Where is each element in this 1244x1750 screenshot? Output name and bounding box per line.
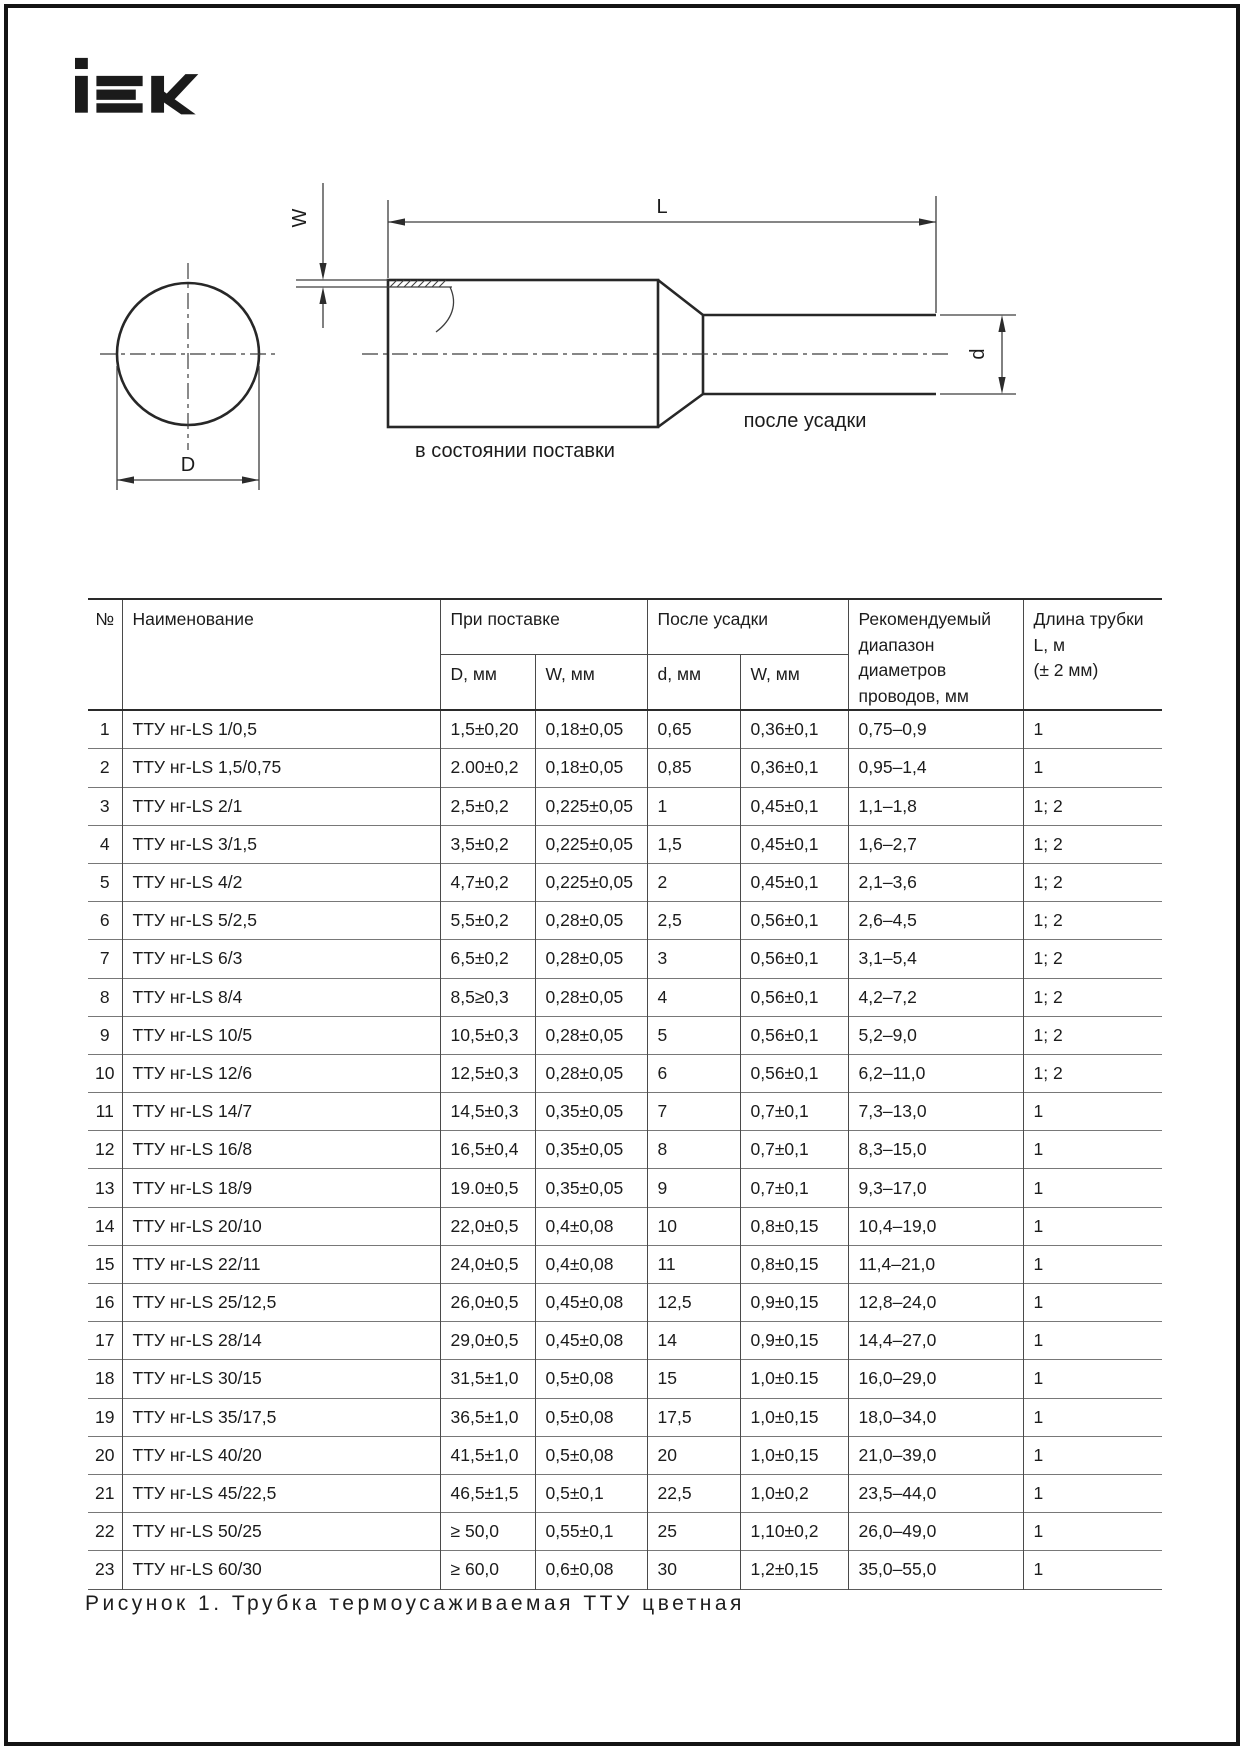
cell-shrunk-W: 1,0±0,15 [740, 1436, 848, 1474]
table-row [88, 1093, 1162, 1131]
cell-length: 1; 2 [1023, 825, 1162, 863]
cell-range: 26,0–49,0 [848, 1513, 1023, 1551]
table-row [88, 1131, 1162, 1169]
w-arrow-up [319, 287, 326, 304]
cell-length: 1 [1023, 710, 1162, 749]
cell-num: 18 [88, 1360, 122, 1398]
table-header [88, 599, 1162, 710]
table-row [88, 1054, 1162, 1092]
table-row [88, 1474, 1162, 1512]
l-arrow-right [919, 218, 936, 225]
table-row [88, 940, 1162, 978]
cell-shrunk-W: 0,8±0,15 [740, 1207, 848, 1245]
cell-supplied-D: 3,5±0,2 [440, 825, 535, 863]
cell-supplied-D: 31,5±1,0 [440, 1360, 535, 1398]
cell-length: 1; 2 [1023, 1054, 1162, 1092]
cell-num: 11 [88, 1093, 122, 1131]
cell-shrunk-W: 0,36±0,1 [740, 749, 848, 787]
table-row [88, 710, 1162, 749]
cell-num: 8 [88, 978, 122, 1016]
iek-logo [75, 57, 200, 117]
cell-supplied-W: 0,28±0,05 [535, 978, 647, 1016]
cell-supplied-D: 12,5±0,3 [440, 1054, 535, 1092]
cell-num: 17 [88, 1322, 122, 1360]
cell-supplied-D: 46,5±1,5 [440, 1474, 535, 1512]
cell-supplied-W: 0,28±0,05 [535, 1054, 647, 1092]
cell-name: ТТУ нг-LS 45/22,5 [122, 1474, 440, 1512]
cell-name: ТТУ нг-LS 40/20 [122, 1436, 440, 1474]
cell-range: 12,8–24,0 [848, 1284, 1023, 1322]
cell-range: 2,6–4,5 [848, 902, 1023, 940]
cell-supplied-W: 0,45±0,08 [535, 1284, 647, 1322]
cell-supplied-D: 6,5±0,2 [440, 940, 535, 978]
cell-supplied-D: 29,0±0,5 [440, 1322, 535, 1360]
cell-range: 0,75–0,9 [848, 710, 1023, 749]
cell-length: 1 [1023, 1474, 1162, 1512]
table-row [88, 1360, 1162, 1398]
caption-as-supplied: в состоянии поставки [415, 440, 615, 462]
header-range-line1: Рекомендуемый [858, 609, 992, 629]
cell-shrunk-W: 0,7±0,1 [740, 1169, 848, 1207]
header-group-supplied: При поставке [440, 599, 647, 655]
header-D-mm: D, мм [440, 655, 535, 711]
cell-shrunk-W: 0,7±0,1 [740, 1131, 848, 1169]
cell-name: ТТУ нг-LS 25/12,5 [122, 1284, 440, 1322]
table-row [88, 1284, 1162, 1322]
cell-num: 3 [88, 787, 122, 825]
cell-name: ТТУ нг-LS 12/6 [122, 1054, 440, 1092]
header-range [848, 599, 1023, 710]
header-W1-mm: W, мм [535, 655, 647, 711]
cell-shrunk-d: 1,5 [647, 825, 740, 863]
cell-supplied-D: 16,5±0,4 [440, 1131, 535, 1169]
spec-table [88, 598, 1162, 1590]
cell-shrunk-d: 0,85 [647, 749, 740, 787]
label-d: d [967, 348, 989, 360]
l-arrow-left [388, 218, 405, 225]
cell-shrunk-W: 1,0±0,15 [740, 1398, 848, 1436]
cell-length: 1; 2 [1023, 978, 1162, 1016]
cell-range: 2,1–3,6 [848, 863, 1023, 901]
cell-supplied-D: 2.00±0,2 [440, 749, 535, 787]
cell-shrunk-d: 11 [647, 1245, 740, 1283]
label-L: L [656, 196, 668, 218]
cell-supplied-D: 26,0±0,5 [440, 1284, 535, 1322]
cell-shrunk-W: 1,10±0,2 [740, 1513, 848, 1551]
cell-length: 1; 2 [1023, 902, 1162, 940]
cell-supplied-W: 0,5±0,08 [535, 1360, 647, 1398]
cell-length: 1 [1023, 1245, 1162, 1283]
cell-range: 1,1–1,8 [848, 787, 1023, 825]
cell-range: 16,0–29,0 [848, 1360, 1023, 1398]
cell-name: ТТУ нг-LS 10/5 [122, 1016, 440, 1054]
cell-shrunk-W: 0,56±0,1 [740, 940, 848, 978]
cell-length: 1 [1023, 1207, 1162, 1245]
cell-supplied-W: 0,28±0,05 [535, 902, 647, 940]
header-range-line2: диапазон диаметров [858, 634, 947, 681]
cell-shrunk-d: 12,5 [647, 1284, 740, 1322]
cell-supplied-D: 24,0±0,5 [440, 1245, 535, 1283]
cell-name: ТТУ нг-LS 50/25 [122, 1513, 440, 1551]
table-row [88, 1513, 1162, 1551]
cell-range: 1,6–2,7 [848, 825, 1023, 863]
cell-supplied-D: 41,5±1,0 [440, 1436, 535, 1474]
cell-num: 20 [88, 1436, 122, 1474]
cell-length: 1 [1023, 1169, 1162, 1207]
cell-supplied-D: 10,5±0,3 [440, 1016, 535, 1054]
cell-name: ТТУ нг-LS 22/11 [122, 1245, 440, 1283]
table-row [88, 1016, 1162, 1054]
cell-range: 5,2–9,0 [848, 1016, 1023, 1054]
cell-num: 5 [88, 863, 122, 901]
cell-shrunk-W: 0,36±0,1 [740, 710, 848, 749]
cell-length: 1 [1023, 749, 1162, 787]
cell-length: 1 [1023, 1436, 1162, 1474]
cell-shrunk-W: 1,0±0.15 [740, 1360, 848, 1398]
cell-name: ТТУ нг-LS 16/8 [122, 1131, 440, 1169]
cell-name: ТТУ нг-LS 60/30 [122, 1551, 440, 1589]
cell-shrunk-d: 8 [647, 1131, 740, 1169]
cell-range: 23,5–44,0 [848, 1474, 1023, 1512]
figure-caption: Рисунок 1. Трубка термоусаживаемая ТТУ цветная [85, 1592, 745, 1615]
cell-supplied-W: 0,55±0,1 [535, 1513, 647, 1551]
cell-name: ТТУ нг-LS 6/3 [122, 940, 440, 978]
cell-name: ТТУ нг-LS 35/17,5 [122, 1398, 440, 1436]
cell-shrunk-W: 0,9±0,15 [740, 1322, 848, 1360]
cell-supplied-W: 0,225±0,05 [535, 825, 647, 863]
cell-length: 1; 2 [1023, 1016, 1162, 1054]
cell-name: ТТУ нг-LS 1/0,5 [122, 710, 440, 749]
cell-length: 1 [1023, 1131, 1162, 1169]
cell-num: 15 [88, 1245, 122, 1283]
cell-supplied-D: 5,5±0,2 [440, 902, 535, 940]
header-group-shrunk: После усадки [647, 599, 848, 655]
table-row [88, 1207, 1162, 1245]
table-row [88, 863, 1162, 901]
cell-shrunk-W: 0,45±0,1 [740, 863, 848, 901]
cell-shrunk-W: 0,56±0,1 [740, 902, 848, 940]
cell-shrunk-W: 0,9±0,15 [740, 1284, 848, 1322]
cell-name: ТТУ нг-LS 18/9 [122, 1169, 440, 1207]
cell-shrunk-W: 0,7±0,1 [740, 1093, 848, 1131]
cell-range: 14,4–27,0 [848, 1322, 1023, 1360]
cell-shrunk-W: 0,45±0,1 [740, 787, 848, 825]
cell-shrunk-W: 1,2±0,15 [740, 1551, 848, 1589]
table-row [88, 1398, 1162, 1436]
cell-shrunk-d: 1 [647, 787, 740, 825]
cell-supplied-W: 0,28±0,05 [535, 940, 647, 978]
cell-range: 0,95–1,4 [848, 749, 1023, 787]
cell-supplied-W: 0,28±0,05 [535, 1016, 647, 1054]
cell-supplied-W: 0,35±0,05 [535, 1131, 647, 1169]
cell-supplied-D: ≥ 50,0 [440, 1513, 535, 1551]
cell-num: 2 [88, 749, 122, 787]
cell-num: 16 [88, 1284, 122, 1322]
cell-length: 1 [1023, 1513, 1162, 1551]
cell-length: 1; 2 [1023, 863, 1162, 901]
cell-num: 22 [88, 1513, 122, 1551]
wall-hatching [390, 280, 454, 332]
cell-range: 21,0–39,0 [848, 1436, 1023, 1474]
header-name: Наименование [122, 599, 440, 710]
cell-shrunk-d: 14 [647, 1322, 740, 1360]
cell-shrunk-d: 2,5 [647, 902, 740, 940]
cell-num: 14 [88, 1207, 122, 1245]
cell-shrunk-d: 17,5 [647, 1398, 740, 1436]
d-arrow-right [242, 476, 259, 483]
cell-length: 1 [1023, 1360, 1162, 1398]
cell-supplied-D: ≥ 60,0 [440, 1551, 535, 1589]
spec-table-container [88, 598, 1162, 1590]
cell-name: ТТУ нг-LS 5/2,5 [122, 902, 440, 940]
cell-name: ТТУ нг-LS 8/4 [122, 978, 440, 1016]
cell-num: 19 [88, 1398, 122, 1436]
cell-num: 7 [88, 940, 122, 978]
cell-shrunk-d: 10 [647, 1207, 740, 1245]
iek-logo-glyphs [75, 58, 198, 115]
cell-shrunk-d: 25 [647, 1513, 740, 1551]
cell-name: ТТУ нг-LS 3/1,5 [122, 825, 440, 863]
cell-supplied-W: 0,5±0,1 [535, 1474, 647, 1512]
cell-shrunk-d: 6 [647, 1054, 740, 1092]
cell-shrunk-d: 4 [647, 978, 740, 1016]
technical-drawing [0, 140, 1244, 500]
cell-length: 1 [1023, 1398, 1162, 1436]
caption-after-shrink: после усадки [743, 410, 867, 432]
table-row [88, 1245, 1162, 1283]
header-length-line1: Длина трубки L, м [1033, 609, 1144, 655]
cell-length: 1; 2 [1023, 940, 1162, 978]
table-row [88, 1322, 1162, 1360]
small-d-arrow-up [998, 315, 1005, 332]
cell-supplied-W: 0,225±0,05 [535, 863, 647, 901]
table-row [88, 978, 1162, 1016]
cell-shrunk-W: 0,56±0,1 [740, 1054, 848, 1092]
label-D: D [180, 454, 196, 476]
cell-shrunk-W: 0,56±0,1 [740, 978, 848, 1016]
cell-name: ТТУ нг-LS 30/15 [122, 1360, 440, 1398]
cell-supplied-W: 0,4±0,08 [535, 1245, 647, 1283]
cell-supplied-D: 19.0±0,5 [440, 1169, 535, 1207]
cell-name: ТТУ нг-LS 28/14 [122, 1322, 440, 1360]
table-row [88, 825, 1162, 863]
cell-supplied-W: 0,225±0,05 [535, 787, 647, 825]
d-arrow-left [117, 476, 134, 483]
cell-shrunk-W: 0,45±0,1 [740, 825, 848, 863]
cell-num: 1 [88, 710, 122, 749]
cell-num: 23 [88, 1551, 122, 1589]
header-W2-mm: W, мм [740, 655, 848, 711]
table-row [88, 749, 1162, 787]
cell-length: 1; 2 [1023, 787, 1162, 825]
cell-supplied-W: 0,35±0,05 [535, 1093, 647, 1131]
cell-num: 12 [88, 1131, 122, 1169]
label-W: W [289, 208, 311, 228]
cell-range: 10,4–19,0 [848, 1207, 1023, 1245]
table-row [88, 902, 1162, 940]
cell-shrunk-d: 2 [647, 863, 740, 901]
cell-num: 10 [88, 1054, 122, 1092]
cell-supplied-W: 0,5±0,08 [535, 1398, 647, 1436]
cell-supplied-W: 0,5±0,08 [535, 1436, 647, 1474]
header-length-line2: (± 2 мм) [1033, 660, 1099, 681]
small-d-arrow-down [998, 377, 1005, 394]
cell-shrunk-d: 22,5 [647, 1474, 740, 1512]
cell-length: 1 [1023, 1322, 1162, 1360]
table-row [88, 1436, 1162, 1474]
cell-supplied-W: 0,4±0,08 [535, 1207, 647, 1245]
cell-shrunk-d: 9 [647, 1169, 740, 1207]
cell-supplied-D: 4,7±0,2 [440, 863, 535, 901]
cell-name: ТТУ нг-LS 14/7 [122, 1093, 440, 1131]
cell-supplied-D: 22,0±0,5 [440, 1207, 535, 1245]
cell-length: 1 [1023, 1551, 1162, 1589]
cell-shrunk-d: 5 [647, 1016, 740, 1054]
cell-num: 6 [88, 902, 122, 940]
cell-supplied-W: 0,45±0,08 [535, 1322, 647, 1360]
cell-shrunk-d: 15 [647, 1360, 740, 1398]
cell-range: 18,0–34,0 [848, 1398, 1023, 1436]
cell-supplied-D: 14,5±0,3 [440, 1093, 535, 1131]
cell-shrunk-d: 7 [647, 1093, 740, 1131]
cell-shrunk-d: 0,65 [647, 710, 740, 749]
cell-num: 4 [88, 825, 122, 863]
table-body [88, 710, 1162, 1589]
cell-name: ТТУ нг-LS 1,5/0,75 [122, 749, 440, 787]
cell-supplied-D: 1,5±0,20 [440, 710, 535, 749]
cell-shrunk-d: 20 [647, 1436, 740, 1474]
cell-range: 8,3–15,0 [848, 1131, 1023, 1169]
cell-name: ТТУ нг-LS 20/10 [122, 1207, 440, 1245]
cell-name: ТТУ нг-LS 4/2 [122, 863, 440, 901]
table-row [88, 1169, 1162, 1207]
cell-num: 9 [88, 1016, 122, 1054]
cell-length: 1 [1023, 1284, 1162, 1322]
cell-name: ТТУ нг-LS 2/1 [122, 787, 440, 825]
cell-shrunk-W: 0,56±0,1 [740, 1016, 848, 1054]
cell-shrunk-d: 3 [647, 940, 740, 978]
cell-range: 11,4–21,0 [848, 1245, 1023, 1283]
cell-supplied-D: 2,5±0,2 [440, 787, 535, 825]
cell-shrunk-W: 1,0±0,2 [740, 1474, 848, 1512]
cell-shrunk-W: 0,8±0,15 [740, 1245, 848, 1283]
cell-range: 9,3–17,0 [848, 1169, 1023, 1207]
w-arrow-down [319, 263, 326, 280]
header-range-line3: проводов, мм [858, 685, 969, 706]
cell-range: 3,1–5,4 [848, 940, 1023, 978]
header-d-mm: d, мм [647, 655, 740, 711]
cell-supplied-W: 0,6±0,08 [535, 1551, 647, 1589]
cell-supplied-D: 8,5≥0,3 [440, 978, 535, 1016]
header-length [1023, 599, 1162, 710]
cell-num: 13 [88, 1169, 122, 1207]
cell-length: 1 [1023, 1093, 1162, 1131]
cell-supplied-W: 0,18±0,05 [535, 749, 647, 787]
cell-supplied-W: 0,18±0,05 [535, 710, 647, 749]
cell-range: 7,3–13,0 [848, 1093, 1023, 1131]
cell-range: 6,2–11,0 [848, 1054, 1023, 1092]
cell-range: 35,0–55,0 [848, 1551, 1023, 1589]
cell-supplied-D: 36,5±1,0 [440, 1398, 535, 1436]
cell-range: 4,2–7,2 [848, 978, 1023, 1016]
header-num: № [95, 609, 115, 629]
cell-shrunk-d: 30 [647, 1551, 740, 1589]
table-row [88, 787, 1162, 825]
cell-supplied-W: 0,35±0,05 [535, 1169, 647, 1207]
cell-num: 21 [88, 1474, 122, 1512]
table-row [88, 1551, 1162, 1589]
